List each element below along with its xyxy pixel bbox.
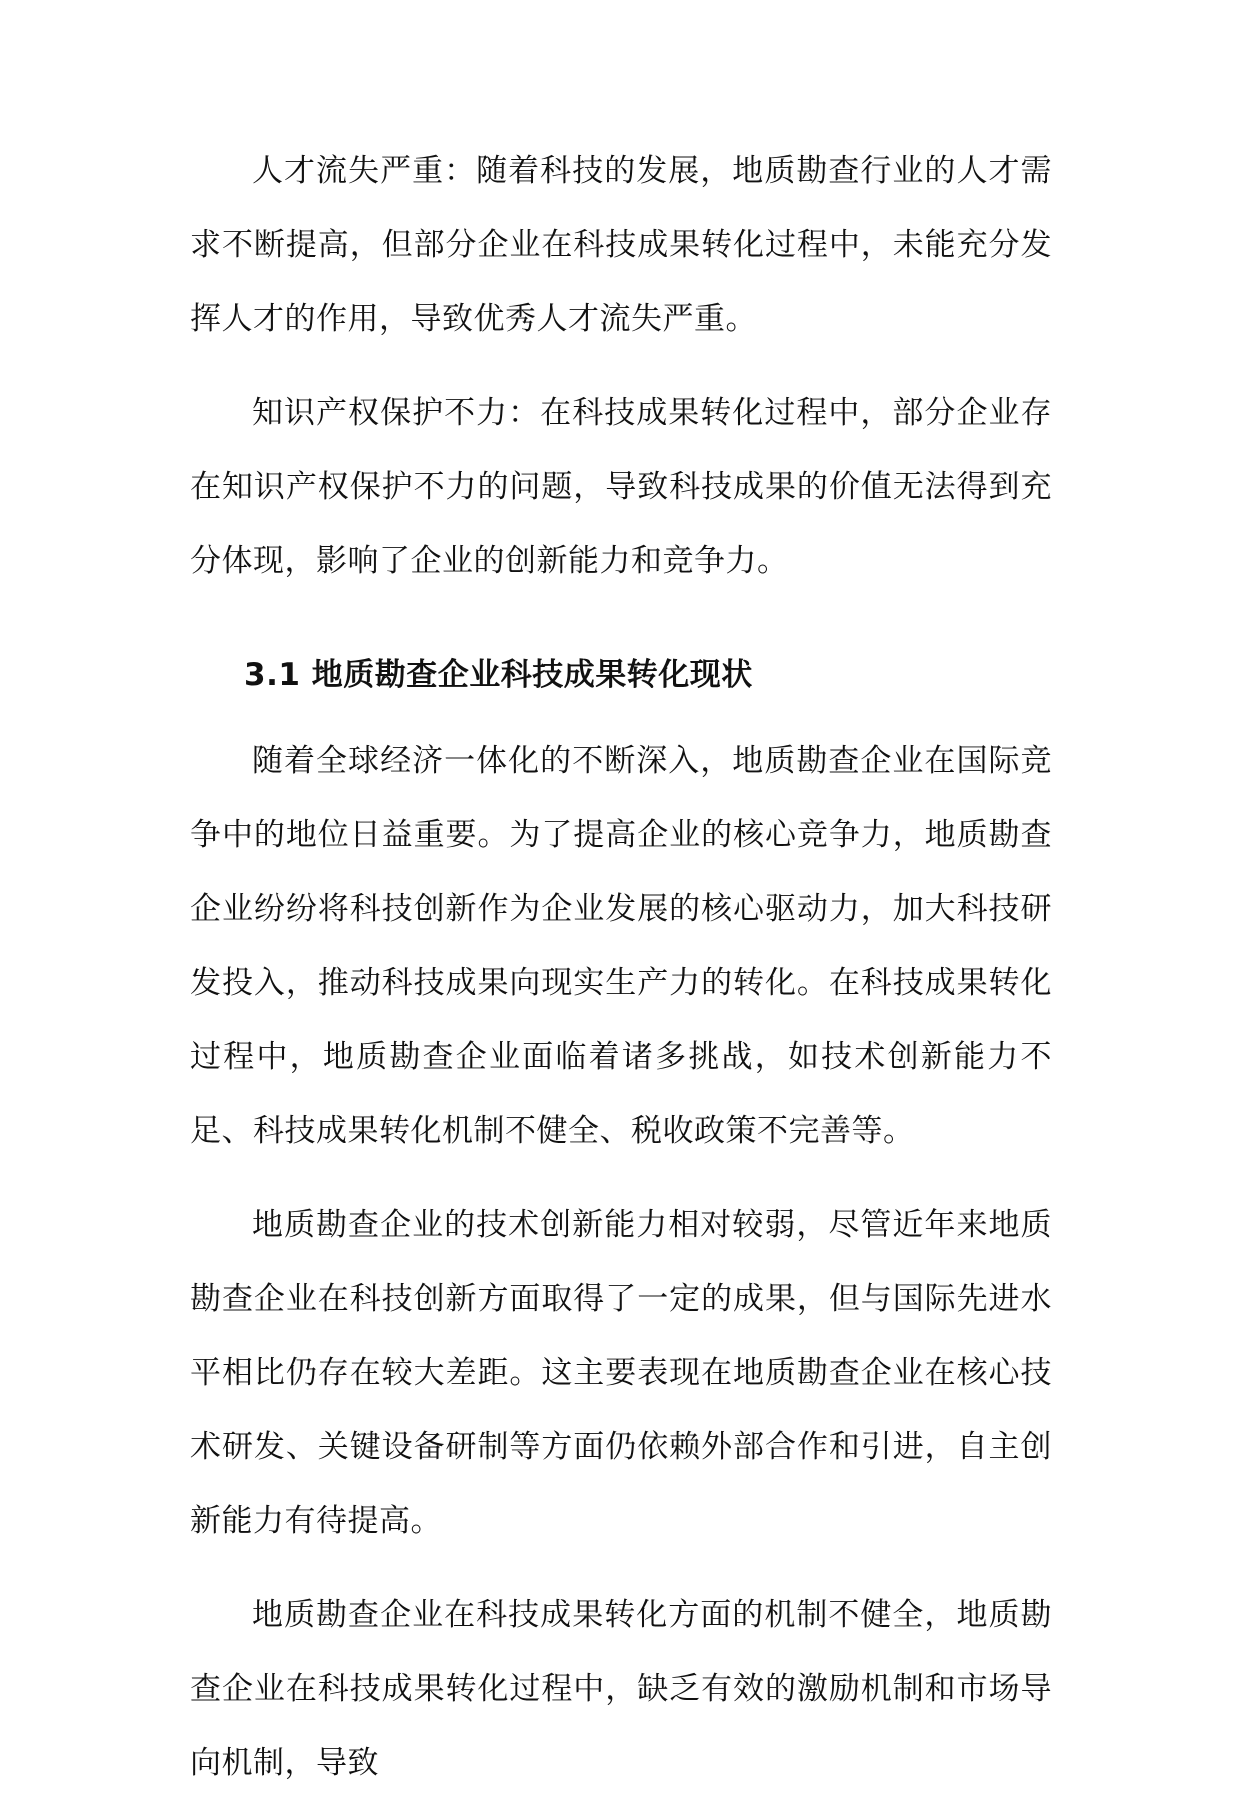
paragraph-talent-loss: 人才流失严重：随着科技的发展，地质勘查行业的人才需求不断提高，但部分企业在科技成果转化过程中，未能充分发挥人才的作用，导致优秀人才流失严重。 — [190, 153, 1052, 337]
document-body — [190, 134, 1052, 1820]
paragraph-innovation-capacity: 地质勘查企业的技术创新能力相对较弱，尽管近年来地质勘查企业在科技创新方面取得了一定的成果，但与国际先进水平相比仍存在较大差距。这主要表现在地质勘查企业在核心技术研发、关键设备研制等方面仍依赖外部合作和引进，自主创新能力有待提高。 — [190, 1207, 1052, 1539]
paragraph-transfer-mechanism: 地质勘查企业在科技成果转化方面的机制不健全，地质勘查企业在科技成果转化过程中，缺乏有效的激励机制和市场导向机制，导致 — [190, 1597, 1052, 1781]
paragraph-ip-protection: 知识产权保护不力：在科技成果转化过程中，部分企业存在知识产权保护不力的问题，导致科技成果的价值无法得到充分体现，影响了企业的创新能力和竞争力。 — [190, 395, 1052, 579]
paragraph-globalization: 随着全球经济一体化的不断深入，地质勘查企业在国际竞争中的地位日益重要。为了提高企业的核心竞争力，地质勘查企业纷纷将科技创新作为企业发展的核心驱动力，加大科技研发投入，推动科技成果向现实生产力的转化。在科技成果转化过程中，地质勘查企业面临着诸多挑战，如技术创新能力不足、科技成果转化机制不健全、税收政策不完善等。 — [190, 743, 1052, 1149]
section-heading-3-1: 3.1 地质勘查企业科技成果转化现状 — [244, 657, 753, 693]
